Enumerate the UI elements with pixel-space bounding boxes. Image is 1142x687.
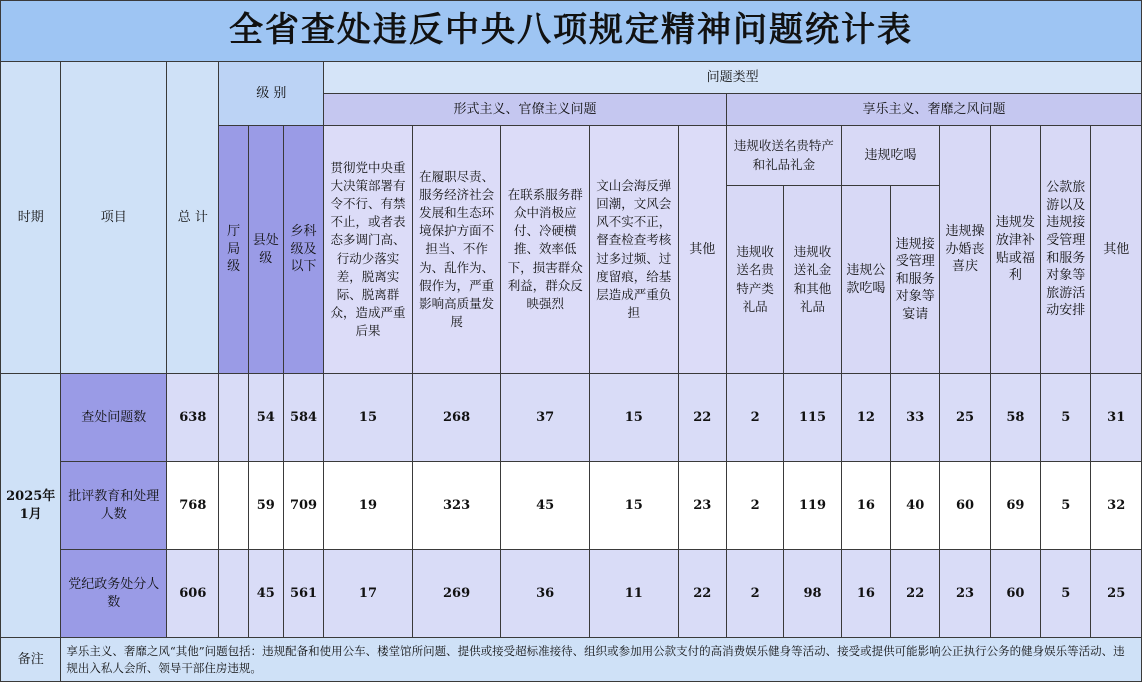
- header-dining-group: 违规吃喝: [841, 126, 940, 186]
- period-cell: 2025年1月: [1, 374, 61, 638]
- cell-hedonism: 98: [784, 550, 841, 638]
- cell-hedonism: 2: [726, 374, 783, 462]
- cell-hedonism: 5: [1041, 550, 1091, 638]
- header-item: 项目: [61, 62, 167, 374]
- cell-xian: 59: [248, 462, 283, 550]
- header-total: 总 计: [167, 62, 219, 374]
- header-formalism-other: 其他: [678, 126, 726, 374]
- cell-hedonism: 5: [1041, 374, 1091, 462]
- header-travel: 公款旅游以及违规接受管理和服务对象等旅游活动安排: [1041, 126, 1091, 374]
- cell-formalism: 17: [324, 550, 413, 638]
- page-title: 全省查处违反中央八项规定精神问题统计表: [1, 1, 1142, 62]
- header-level: 级 别: [219, 62, 324, 126]
- cell-formalism: 45: [501, 462, 590, 550]
- cell-hedonism: 16: [841, 462, 890, 550]
- cell-ting: [219, 550, 248, 638]
- cell-formalism: 323: [412, 462, 501, 550]
- header-formalism-2: 在履职尽责、服务经济社会发展和生态环境保护方面不担当、不作为、乱作为、假作为，严重影响高质量发展: [412, 126, 501, 374]
- cell-hedonism: 23: [940, 550, 990, 638]
- cell-hedonism: 12: [841, 374, 890, 462]
- cell-hedonism: 31: [1091, 374, 1142, 462]
- cell-hedonism: 115: [784, 374, 841, 462]
- header-group-formalism: 形式主义、官僚主义问题: [324, 94, 727, 126]
- cell-hedonism: 40: [891, 462, 940, 550]
- header-gift-specialty: 违规收送名贵特产类礼品: [726, 186, 783, 374]
- cell-hedonism: 119: [784, 462, 841, 550]
- cell-formalism: 22: [678, 550, 726, 638]
- cell-hedonism: 2: [726, 462, 783, 550]
- cell-formalism: 269: [412, 550, 501, 638]
- cell-hedonism: 5: [1041, 462, 1091, 550]
- header-question-type: 问题类型: [324, 62, 1142, 94]
- cell-hedonism: 60: [940, 462, 990, 550]
- header-formalism-4: 文山会海反弹回潮，文风会风不实不正，督查检查考核过多过频、过度留痕，给基层造成严重负担: [590, 126, 679, 374]
- cell-total: 638: [167, 374, 219, 462]
- cell-hedonism: 69: [990, 462, 1040, 550]
- header-level-ting: 厅局级: [219, 126, 248, 374]
- header-group-hedonism: 享乐主义、奢靡之风问题: [726, 94, 1141, 126]
- cell-total: 768: [167, 462, 219, 550]
- cell-xiang: 561: [283, 550, 323, 638]
- row-label: 查处问题数: [61, 374, 167, 462]
- cell-hedonism: 22: [891, 550, 940, 638]
- header-hedonism-other: 其他: [1091, 126, 1142, 374]
- cell-formalism: 15: [590, 462, 679, 550]
- cell-hedonism: 25: [940, 374, 990, 462]
- header-wedding-funeral: 违规操办婚丧喜庆: [940, 126, 990, 374]
- cell-xian: 54: [248, 374, 283, 462]
- note-label: 备注: [1, 638, 61, 682]
- cell-formalism: 15: [324, 374, 413, 462]
- cell-total: 606: [167, 550, 219, 638]
- header-dining-public: 违规公款吃喝: [841, 186, 890, 374]
- cell-formalism: 37: [501, 374, 590, 462]
- cell-formalism: 22: [678, 374, 726, 462]
- cell-hedonism: 32: [1091, 462, 1142, 550]
- cell-hedonism: 33: [891, 374, 940, 462]
- cell-hedonism: 60: [990, 550, 1040, 638]
- cell-xiang: 709: [283, 462, 323, 550]
- cell-ting: [219, 462, 248, 550]
- row-label: 批评教育和处理人数: [61, 462, 167, 550]
- cell-formalism: 23: [678, 462, 726, 550]
- cell-formalism: 15: [590, 374, 679, 462]
- cell-xian: 45: [248, 550, 283, 638]
- header-gift-group: 违规收送名贵特产和礼品礼金: [726, 126, 841, 186]
- cell-formalism: 19: [324, 462, 413, 550]
- cell-formalism: 36: [501, 550, 590, 638]
- header-dining-banquet: 违规接受管理和服务对象等宴请: [891, 186, 940, 374]
- cell-formalism: 11: [590, 550, 679, 638]
- cell-hedonism: 58: [990, 374, 1040, 462]
- header-formalism-3: 在联系服务群众中消极应付、冷硬横推、效率低下，损害群众利益，群众反映强烈: [501, 126, 590, 374]
- header-allowance: 违规发放津补贴或福利: [990, 126, 1040, 374]
- header-formalism-1: 贯彻党中央重大决策部署有令不行、有禁不止，或者表态多调门高、行动少落实差，脱离实际、脱离群众，造成严重后果: [324, 126, 413, 374]
- header-gift-cash: 违规收送礼金和其他礼品: [784, 186, 841, 374]
- cell-formalism: 268: [412, 374, 501, 462]
- header-level-xian: 县处级: [248, 126, 283, 374]
- cell-hedonism: 2: [726, 550, 783, 638]
- header-period: 时期: [1, 62, 61, 374]
- note-text: 享乐主义、奢靡之风“其他”问题包括：违规配备和使用公车、楼堂馆所问题、提供或接受超标准接待、组织或参加用公款支付的高消费娱乐健身等活动、接受或提供可能影响公正执行公务的健身娱乐等活动、违规出入私人会所、领导干部住房违规。: [61, 638, 1142, 682]
- row-label: 党纪政务处分人数: [61, 550, 167, 638]
- cell-ting: [219, 374, 248, 462]
- cell-xiang: 584: [283, 374, 323, 462]
- cell-hedonism: 25: [1091, 550, 1142, 638]
- cell-hedonism: 16: [841, 550, 890, 638]
- header-level-xiang: 乡科级及以下: [283, 126, 323, 374]
